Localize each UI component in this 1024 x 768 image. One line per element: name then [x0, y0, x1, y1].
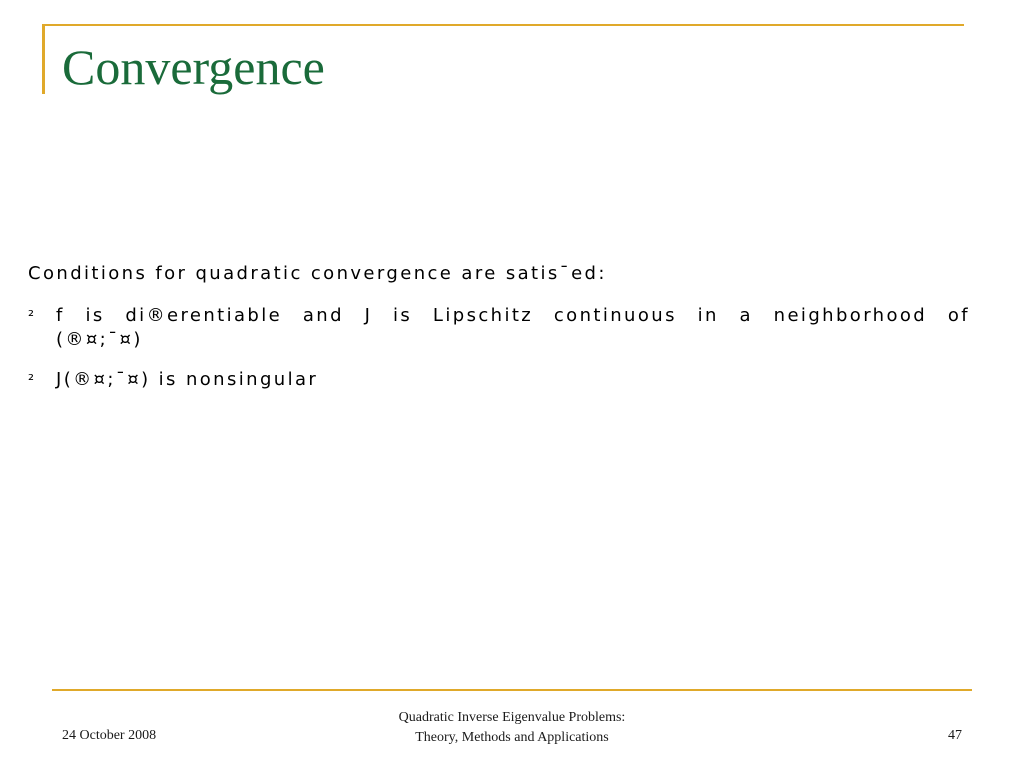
title-top-rule [42, 24, 964, 26]
slide-title: Convergence [62, 39, 325, 95]
footer-title-line: Theory, Methods and Applications [415, 730, 609, 745]
bullet-marker: ² [28, 307, 37, 325]
bullet-item [28, 304, 970, 352]
bullet-line: (®¤;¯¤) [56, 329, 143, 350]
footer-title-line: Quadratic Inverse Eigenvalue Problems: [398, 710, 626, 725]
bullet-text [56, 304, 970, 352]
bullet-text [56, 368, 970, 392]
title-left-rule [42, 24, 45, 94]
page-number: 47 [948, 728, 962, 743]
intro-text: Conditions for quadratic convergence are satis¯ed: [28, 263, 607, 284]
bullet-marker: ² [28, 371, 37, 389]
footer-date: 24 October 2008 [62, 728, 157, 743]
footer-title [312, 708, 712, 748]
bullet-item [28, 368, 970, 392]
footer-rule [52, 689, 972, 691]
slide-body [28, 262, 970, 408]
bullet-line: f is di®erentiable and J is Lipschitz continuous in a neighborhood of [56, 305, 970, 326]
bullet-line: J(®¤;¯¤) is nonsingular [56, 369, 319, 390]
